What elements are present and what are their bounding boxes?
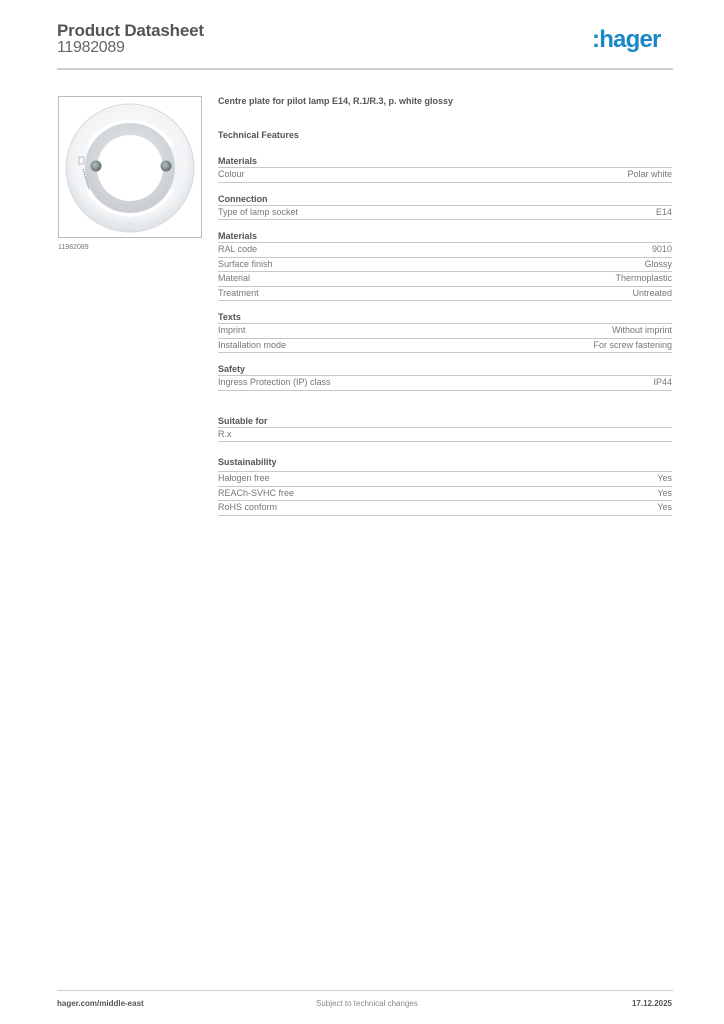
group-title: Safety [218,363,672,376]
spec-row [218,324,672,339]
spec-row [218,287,672,302]
spec-value: Yes [657,473,672,483]
spec-label: Imprint [218,325,246,335]
specs-table [218,155,672,526]
footer-notice: Subject to technical changes [316,999,418,1008]
spec-label: Halogen free [218,473,270,483]
spec-row [218,339,672,354]
spec-group-suitable-for [218,415,672,443]
spec-value: For screw fastening [593,339,672,350]
spec-row [218,376,672,391]
spec-label: Treatment [218,287,259,298]
spec-value: 9010 [651,244,672,254]
spec-label: REACh-SVHC free [218,487,295,498]
spec-row [218,168,672,183]
spec-label: R.x [218,428,232,439]
spec-row [218,472,672,487]
spec-row [218,487,672,502]
spec-group-safety [218,363,672,391]
product-id: 11982089 [57,39,125,56]
spec-value: Yes [657,502,672,512]
spec-label: Colour [218,169,245,179]
svg-text:◊: ◊ [129,221,131,226]
group-title: Materials [218,155,672,168]
spec-value: Polar white [627,169,672,179]
spec-value: Glossy [644,258,672,269]
product-image [58,96,202,238]
spec-label: RoHS conform [218,502,278,512]
group-title: Suitable for [218,415,672,428]
image-caption: 11982089 [58,244,89,251]
spec-label: Material [218,273,251,283]
spec-row [218,272,672,287]
spec-group-connection [218,193,672,221]
spec-label: Surface finish [218,258,273,269]
footer-date: 17.12.2025 [631,999,672,1008]
page-title: Product Datasheet [57,21,204,40]
product-name: Centre plate for pilot lamp E14, R.1/R.3, p. white glossy [218,96,454,106]
spec-value: Yes [657,487,672,498]
technical-features-title: Technical Features [218,130,299,140]
group-title: Sustainability [218,456,672,472]
spec-label: Type of lamp socket [218,206,299,217]
spec-value: Untreated [632,287,672,298]
spec-row [218,243,672,258]
spec-value: Without imprint [611,325,672,335]
spec-row [218,258,672,273]
header-divider [57,68,673,70]
spec-label: RAL code [218,244,258,254]
spec-group-texts [218,311,672,353]
group-title: Materials [218,230,672,243]
spec-row [218,206,672,221]
group-title: Texts [218,311,672,324]
spec-row [218,501,672,516]
spec-group-materials-2 [218,230,672,301]
spec-value: Thermoplastic [615,273,672,283]
footer-website: hager.com/middle-east [57,999,144,1008]
spec-label: Installation mode [218,339,287,350]
spec-label: Ingress Protection (IP) class [218,377,331,387]
footer-divider [57,990,673,991]
spec-row [218,428,672,443]
product-photo-icon [59,97,201,237]
spec-value: IP44 [653,377,672,387]
spec-group-materials [218,155,672,183]
spec-group-sustainability [218,456,672,516]
spec-value: E14 [655,206,672,217]
hager-logo: :hager [592,26,661,53]
group-title: Connection [218,193,672,206]
